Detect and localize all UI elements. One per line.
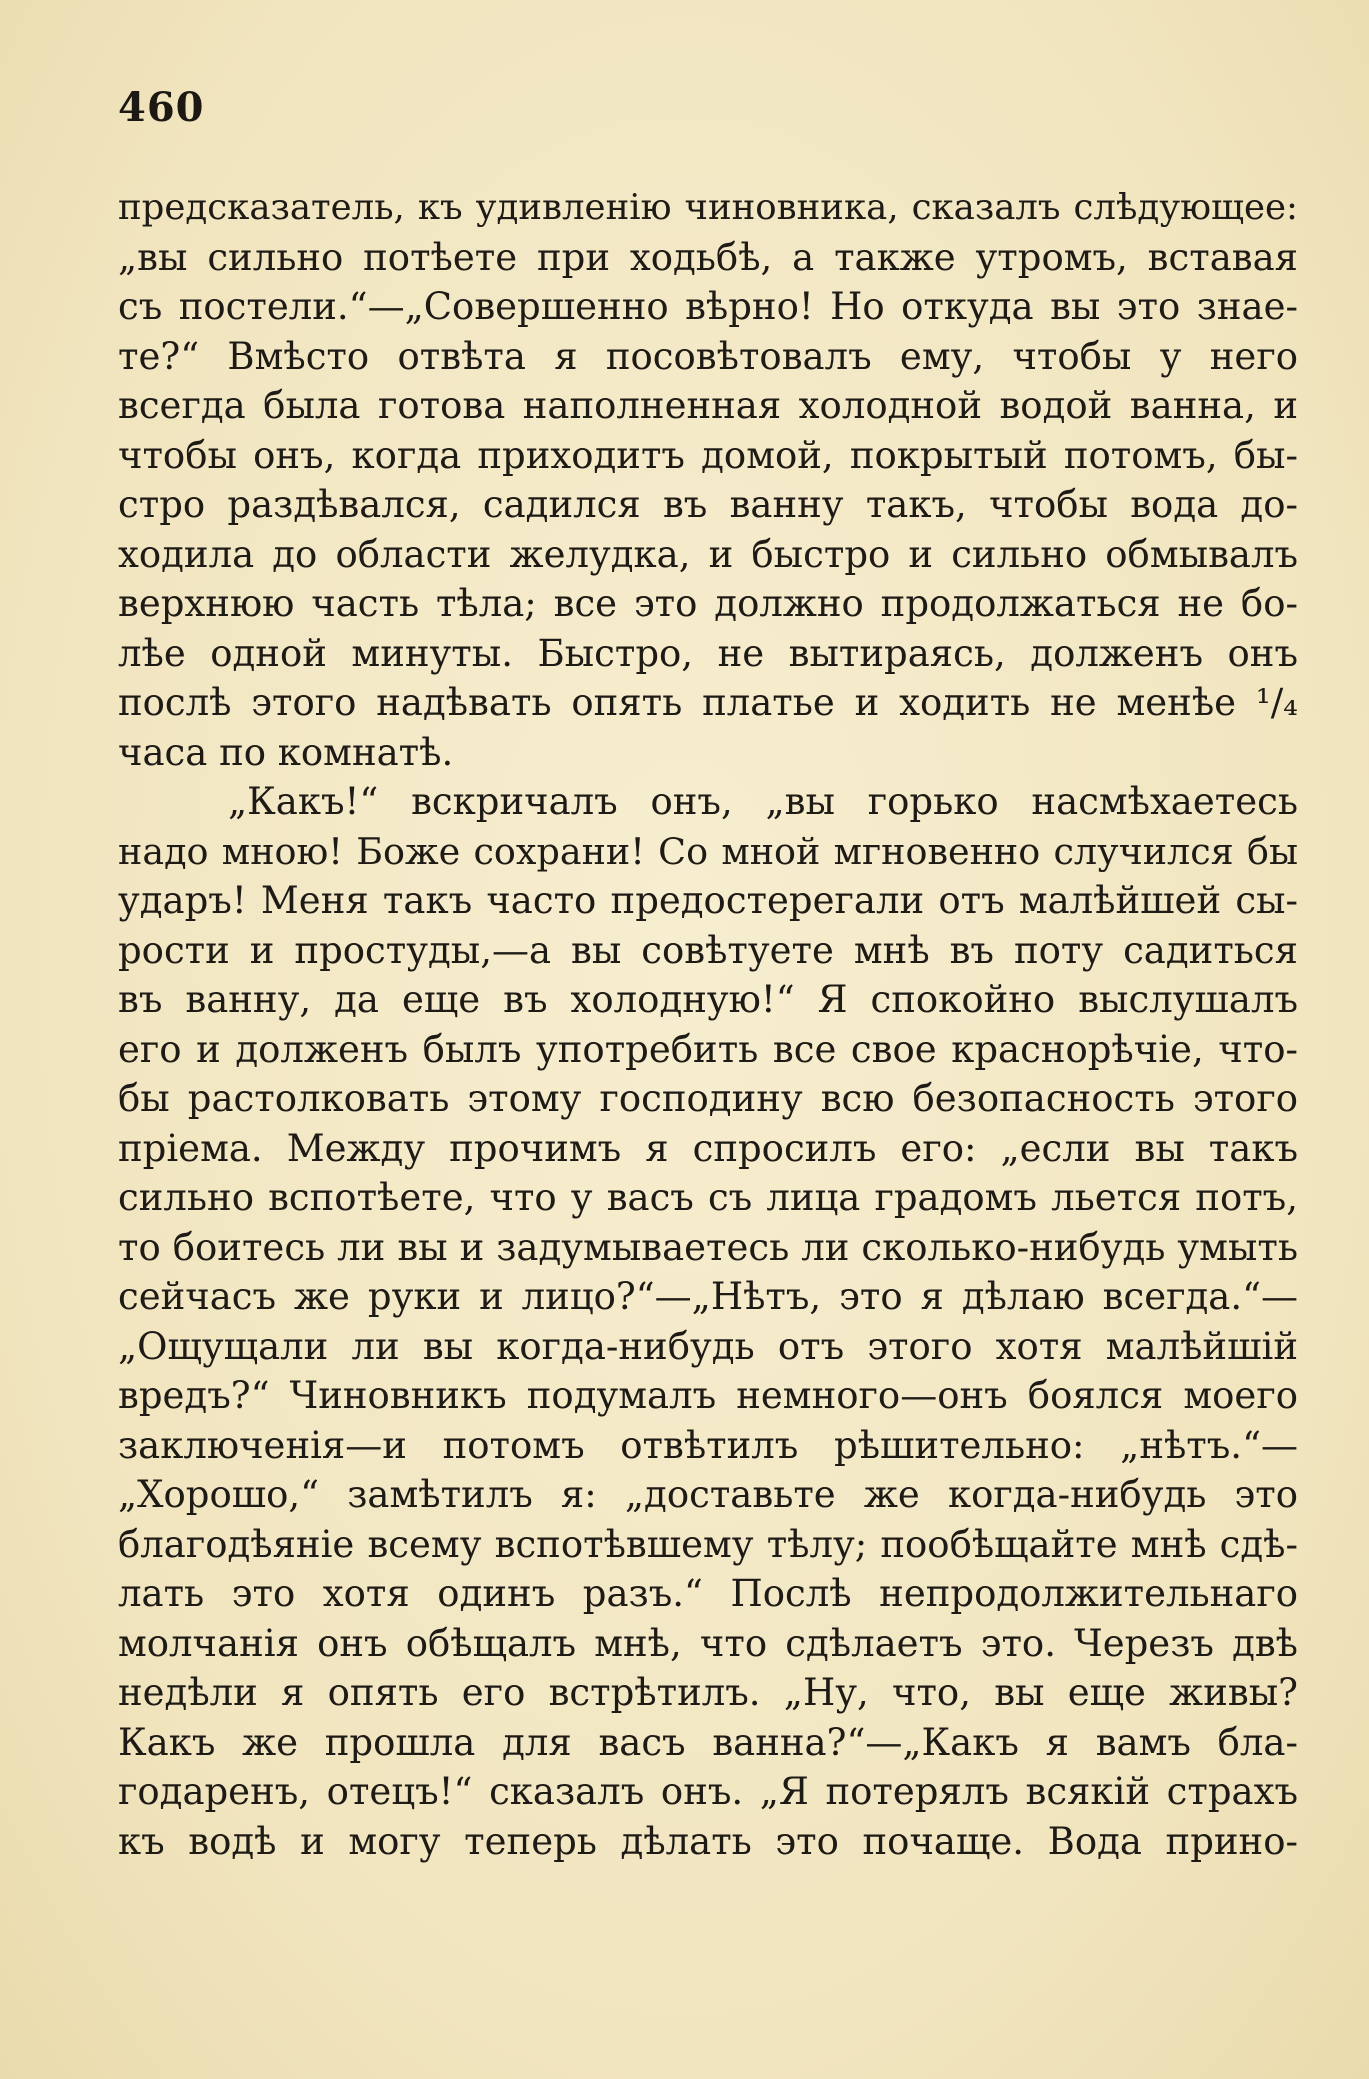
- text-line: пріема. Между прочимъ я спросилъ его: „если вы такъ: [118, 1126, 1298, 1170]
- text-line: „Ощущали ли вы когда-нибудь отъ этого хотя малѣйшій: [118, 1324, 1298, 1368]
- text-line: рости и простуды,—а вы совѣтуете мнѣ въ поту садиться: [118, 928, 1298, 972]
- text-line: верхнюю часть тѣла; все это должно продолжаться не бо-: [118, 582, 1298, 625]
- text-line: „вы сильно потѣете при ходьбѣ, а также утромъ, вставая: [118, 235, 1298, 279]
- text-line: вредъ?“ Чиновникъ подумалъ немного—онъ боялся моего: [118, 1374, 1298, 1417]
- text-line: заключенія—и потомъ отвѣтилъ рѣшительно: „нѣтъ.“—: [118, 1423, 1298, 1467]
- text-line: послѣ этого надѣвать опять платье и ходить не менѣе ¹/₄: [118, 681, 1298, 724]
- page-number: 460: [118, 84, 205, 131]
- text-line: „Хорошо,“ замѣтилъ я: „доставьте же когда-нибудь это: [118, 1473, 1298, 1516]
- text-line: то боитесь ли вы и задумываетесь ли сколько-нибудь умыть: [118, 1225, 1298, 1269]
- text-line: съ постели.“—„Совершенно вѣрно! Но откуда вы это знае-: [118, 285, 1298, 328]
- text-line: ударъ! Меня такъ часто предостерегали отъ малѣйшей сы-: [118, 879, 1298, 922]
- text-line: лѣе одной минуты. Быстро, не вытираясь, долженъ онъ: [118, 631, 1298, 675]
- text-line: предсказатель, къ удивленію чиновника, сказалъ слѣдующее:: [118, 187, 1298, 228]
- text-line: благодѣяніе всему вспотѣвшему тѣлу; пообѣщайте мнѣ сдѣ-: [118, 1522, 1298, 1566]
- text-line: всегда была готова наполненная холодной водой ванна, и: [118, 384, 1298, 427]
- text-line: ходила до области желудка, и быстро и сильно обмывалъ: [118, 532, 1298, 576]
- text-line: Какъ же прошла для васъ ванна?“—„Какъ я вамъ бла-: [118, 1720, 1298, 1764]
- text-line: стро раздѣвался, садился въ ванну такъ, чтобы вода до-: [118, 483, 1298, 526]
- text-line: надо мною! Боже сохрани! Со мной мгновенно случился бы: [118, 829, 1298, 873]
- text-line: те?“ Вмѣсто отвѣта я посовѣтовалъ ему, чтобы у него: [118, 334, 1298, 378]
- text-line: часа по комнатѣ.: [118, 730, 454, 774]
- text-line: бы растолковать этому господину всю безопасность этого: [118, 1077, 1298, 1120]
- text-line: „Какъ!“ вскричалъ онъ, „вы горько насмѣхаетесь: [228, 780, 1298, 823]
- text-line: въ ванну, да еще въ холодную!“ Я спокойно выслушалъ: [118, 978, 1298, 1021]
- text-line: молчанія онъ обѣщалъ мнѣ, что сдѣлаетъ это. Черезъ двѣ: [118, 1621, 1298, 1665]
- text-line: сейчасъ же руки и лицо?“—„Нѣтъ, это я дѣлаю всегда.“—: [118, 1275, 1298, 1318]
- text-line: лать это хотя одинъ разъ.“ Послѣ непродолжительнаго: [118, 1572, 1298, 1615]
- text-line: недѣли я опять его встрѣтилъ. „Ну, что, вы еще живы?: [118, 1671, 1298, 1714]
- text-line: къ водѣ и могу теперь дѣлать это почаще. Вода прино-: [118, 1819, 1298, 1863]
- text-line: его и долженъ былъ употребить все свое краснорѣчіе, что-: [118, 1027, 1298, 1071]
- text-line: сильно вспотѣете, что у васъ съ лица градомъ льется потъ,: [118, 1176, 1298, 1219]
- text-line: чтобы онъ, когда приходитъ домой, покрытый потомъ, бы-: [118, 433, 1298, 477]
- text-line: годаренъ, отецъ!“ сказалъ онъ. „Я потерялъ всякій страхъ: [118, 1770, 1298, 1813]
- body-text: [118, 183, 1298, 1866]
